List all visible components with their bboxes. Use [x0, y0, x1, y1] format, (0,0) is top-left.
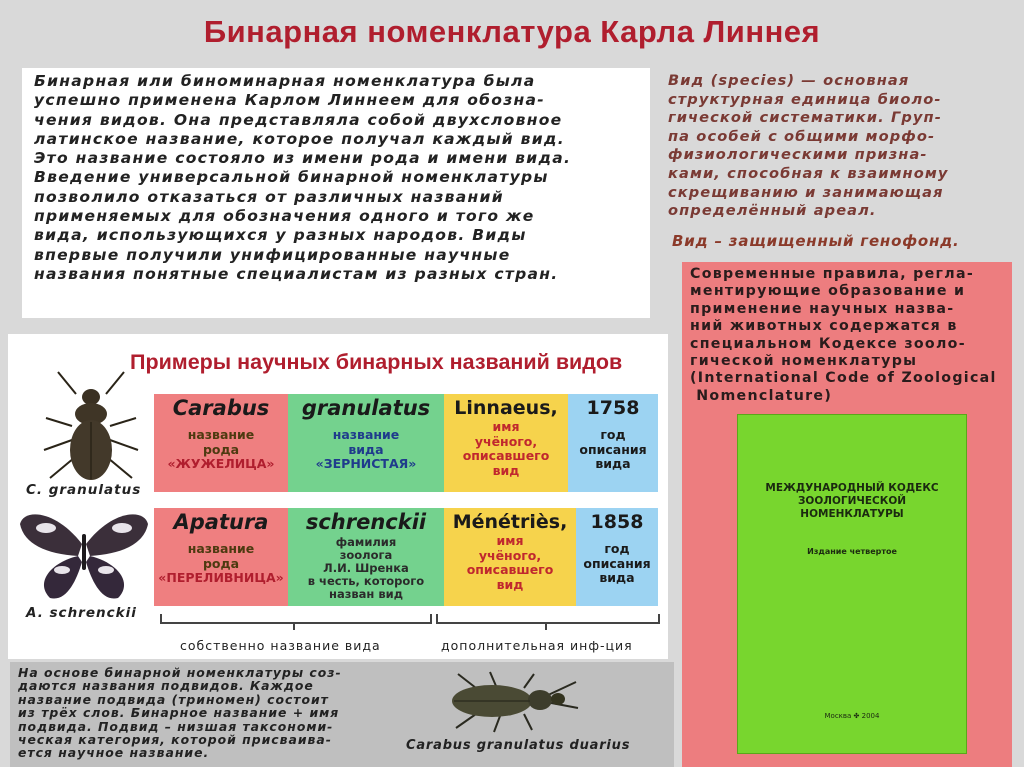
desc-line: название [187, 541, 255, 556]
subspecies-line: подвида. Подвид – низшая таксономи- [18, 718, 334, 734]
row1-genus-desc [154, 428, 288, 472]
intro-line: латинское название, которое получал каждый вид. [34, 129, 565, 148]
row1-year-desc [568, 428, 658, 472]
desc-line: вида [348, 441, 384, 457]
code-line: применение научных назва- [690, 300, 955, 317]
examples-title: Примеры научных бинарных названий видов [130, 350, 623, 374]
row1-author-desc [444, 420, 568, 478]
beetle-label: C. granulatus [26, 482, 142, 498]
code-line: Nomenclature) [690, 387, 833, 404]
row2-species: schrenckii [305, 510, 427, 534]
subspecies-line: ческая категория, которой присваива- [18, 732, 332, 748]
desc-line: имя [496, 533, 524, 548]
desc-line: вид [492, 462, 520, 478]
intro-line: применяемых для обозначения одного и того же [34, 207, 535, 226]
desc-line: год [604, 541, 630, 556]
desc-line: назван вид [329, 587, 403, 601]
row2-genus: Apatura [173, 510, 269, 534]
desc-line: название [187, 427, 255, 442]
brace-left-label: собственно название вида [180, 638, 381, 653]
intro-line: вида, использующихся у разных народов. Виды [34, 226, 527, 245]
row1-year-cell [568, 394, 658, 492]
species-line: скрещиванию и занимающая [668, 183, 944, 201]
desc-line: в честь, которого [307, 574, 425, 588]
desc-line: рода [202, 555, 240, 571]
species-line: определённый ареал. [668, 202, 877, 220]
intro-line: позволило отказаться от различных названий [34, 187, 504, 206]
desc-line: «ПЕРЕЛИВНИЦА» [158, 570, 284, 586]
brace-right-label: дополнительная инф-ция [441, 638, 633, 653]
book-title-line: МЕЖДУНАРОДНЫЙ КОДЕКС [765, 482, 939, 494]
code-line: специальном Кодексе зооло- [690, 335, 966, 352]
desc-line: год [600, 427, 626, 442]
row2-genus-cell [154, 508, 288, 606]
subspecies-line: название подвида (триномен) состоит [18, 691, 329, 707]
row2-author-desc [444, 534, 576, 592]
desc-line: описания [583, 555, 651, 571]
subspecies-beetle-illustration [436, 668, 586, 734]
desc-line: описавшего [462, 448, 550, 464]
intro-line: впервые получили унифицированные научные [34, 245, 511, 264]
desc-line: учёного, [474, 433, 538, 449]
desc-line: фамилия [335, 535, 397, 549]
row1-species-cell [288, 394, 444, 492]
right-brace-tick [545, 622, 547, 630]
code-line: ментирующие образование и [690, 283, 966, 300]
code-line: Современные правила, регла- [690, 266, 975, 282]
species-line: Вид (species) — основная [668, 72, 910, 89]
intro-line: Бинарная или биноминарная номенклатура была [34, 72, 536, 90]
intro-line: чения видов. Она представляла собой двухсловное [34, 110, 563, 129]
desc-line: вида [595, 456, 631, 472]
book-footer: Москва ✤ 2004 [824, 712, 880, 720]
row2-species-cell [288, 508, 444, 606]
left-brace [160, 614, 432, 624]
subspecies-caption: Carabus granulatus duarius [406, 738, 631, 753]
desc-line: вид [496, 576, 524, 592]
species-line: гической систематики. Груп- [668, 109, 942, 127]
subspecies-line: из трёх слов. Бинарное название + имя [18, 705, 340, 721]
desc-line: учёного, [478, 547, 542, 563]
row1-species: granulatus [301, 396, 431, 420]
desc-line: описавшего [466, 562, 554, 578]
book-title [760, 482, 944, 521]
desc-line: «ЖУЖЕЛИЦА» [167, 456, 275, 472]
row1-species-desc [288, 428, 444, 472]
row1-author: Linnaeus, [454, 397, 558, 419]
species-line: структурная единица биоло- [668, 90, 942, 108]
desc-line: Л.И. Шренка [323, 561, 409, 575]
beetle-illustration [36, 364, 146, 486]
desc-line: вида [599, 570, 635, 586]
book-title-line: НОМЕНКЛАТУРЫ [800, 508, 904, 520]
page-title: Бинарная номенклатура Карла Линнея [203, 14, 821, 49]
butterfly-illustration [16, 504, 152, 604]
code-line: ний животных содержатся в [690, 318, 958, 335]
row1-year: 1758 [586, 397, 640, 419]
subspecies-line: даются названия подвидов. Каждое [18, 678, 314, 694]
species-line: ками, способная к взаимному [668, 164, 949, 182]
desc-line: «ЗЕРНИСТАЯ» [315, 456, 417, 472]
subspecies-line: ется научное название. [18, 745, 210, 761]
row2-species-desc [288, 536, 444, 601]
book-cover [737, 414, 967, 754]
desc-line: имя [492, 419, 520, 434]
row1-genus: Carabus [172, 396, 270, 420]
row2-author-cell [444, 508, 576, 606]
species-note: Вид – защищенный генофонд. [672, 232, 960, 250]
intro-line: успешно применена Карлом Линнеем для обозна- [34, 91, 546, 110]
desc-line: описания [579, 441, 647, 457]
row1-genus-cell [154, 394, 288, 492]
species-line: физиологическими призна- [668, 146, 928, 164]
row2-year-desc [576, 542, 658, 586]
right-brace [436, 614, 660, 624]
desc-line: рода [202, 441, 240, 457]
intro-line: названия понятные специалистам из разных стран. [34, 264, 559, 283]
species-line: па особей с общими морфо- [668, 127, 936, 145]
intro-line: Это название состояло из имени рода и имени вида. [34, 149, 572, 168]
subspecies-line: На основе бинарной номенклатуры соз- [18, 665, 342, 680]
row2-year: 1858 [590, 511, 644, 533]
row2-year-cell [576, 508, 658, 606]
desc-line: название [332, 427, 400, 442]
butterfly-label: A. schrenckii [26, 605, 137, 621]
left-brace-tick [293, 622, 295, 630]
subspecies-text [18, 666, 380, 760]
code-line: (International Code of Zoological [690, 370, 997, 387]
code-text [690, 266, 1008, 405]
species-definition [668, 72, 1012, 221]
row2-genus-desc [154, 542, 288, 586]
book-title-line: ЗООЛОГИЧЕСКОЙ [797, 495, 907, 507]
code-line: гической номенклатуры [690, 353, 918, 370]
intro-text-block [22, 68, 650, 318]
row1-author-cell [444, 394, 568, 492]
desc-line: зоолога [339, 548, 393, 562]
book-edition: Издание четвертое [807, 547, 897, 556]
intro-line: Введение универсальной бинарной номенклатуры [34, 168, 549, 187]
row2-author: Ménétriès, [452, 511, 568, 533]
